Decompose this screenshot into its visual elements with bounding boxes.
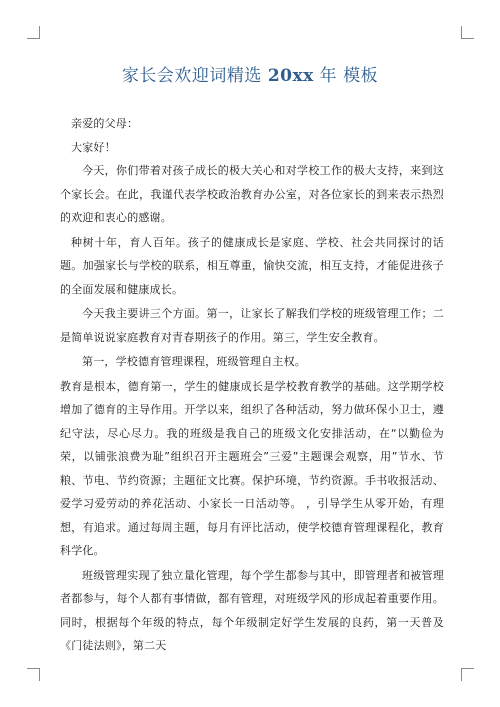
document-title: [40, 61, 460, 86]
section-heading-first: 第一，学校德育管理课程，班级管理自主权。: [82, 355, 306, 368]
greeting: 大家好！: [71, 140, 116, 154]
paragraph-class-management: 班级管理实现了独立量化管理，每个学生都参与其中，即管理者和被管理者都参与，每个人都有事情做，都有管理，对班级学风的形成起着重要作用。同时，根据每个年级的特点，每个年级制定好学生发展的良药，第一天普及《门徒法则》，第二天: [60, 568, 444, 652]
paragraph-three-aspects: 今天我主要讲三个方面。第一，让家长了解我们学校的班级管理工作；二是简单说说家庭教育对青春期孩子的作用。第三，学生安全教育。: [60, 307, 444, 344]
title-main: 家长会欢迎词精选: [121, 66, 268, 86]
paragraph-moral-education: 教育是根本，德育第一，学生的健康成长是学校教育教学的基础。这学期学校增加了德育的主导作用。开学以来，组织了各种活动，努力做环保小卫士，遵纪守法，尽心尽力。我的班级是我自己的班级文化安排活动，在“以勤俭为荣，以铺张浪费为耻”组织召开主题班会”三爱”主题课会观察，用”节水、节粮、节电、节约资源；主题征文比赛。保护环境，节约资源。手书收报活动、爱学习爱劳动的养花活动、小家长一日活动等。 ，引导学生从零开始，有理想，有追求。通过每周主题，每月有评比活动，使学校德育管理课程化，教育科学化。: [60, 379, 444, 557]
paragraph-welcome: 今天，你们带着对孩子成长的极大关心和对学校工作的极大支持，来到这个家长会。在此，我谨代表学校政治教育办公室，对各位家长的到来表示热烈的欢迎和衷心的感谢。: [60, 164, 444, 224]
crop-mark-bottom-left: [27, 668, 40, 681]
crop-mark-bottom-right: [461, 668, 474, 681]
title-year: 20xx: [267, 66, 314, 86]
crop-mark-top-right: [461, 26, 474, 39]
crop-mark-top-left: [27, 26, 40, 39]
title-tail: 年 模板: [313, 66, 379, 86]
paragraph-growth: 种树十年，育人百年。孩子的健康成长是家庭、学校、社会共同探讨的话题。加强家长与学校的联系，相互尊重，愉快交流，相互支持，才能促进孩子的全面发展和健康成长。: [60, 235, 444, 296]
salutation: 亲爱的父母：: [71, 117, 139, 130]
document-body: [60, 112, 444, 658]
